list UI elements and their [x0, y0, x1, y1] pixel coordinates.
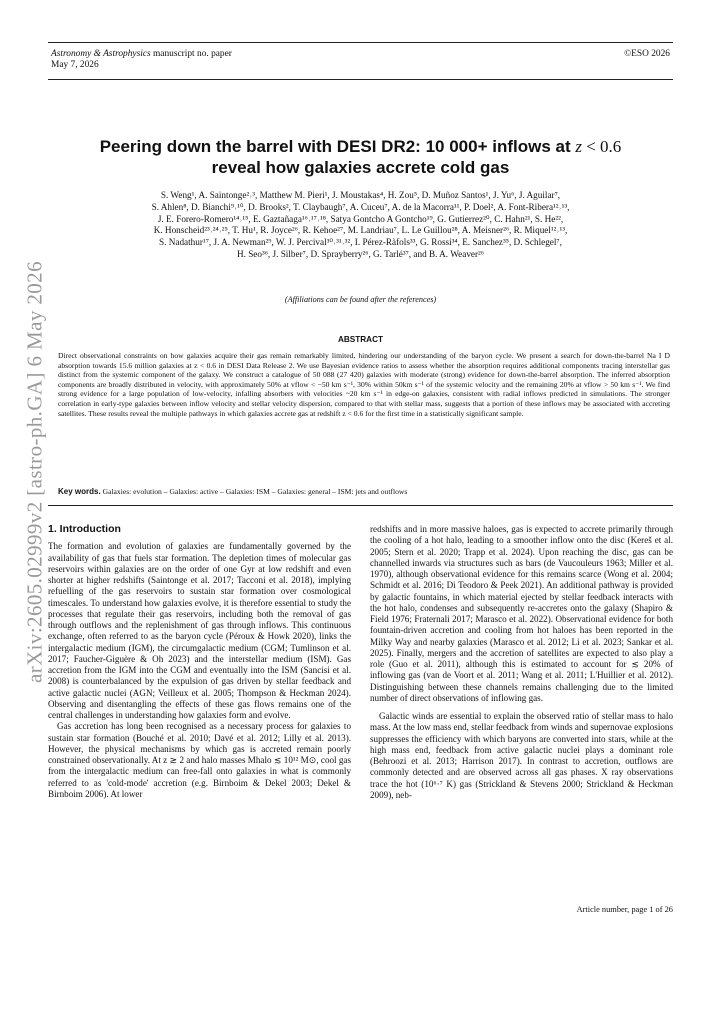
column-right: [370, 524, 673, 801]
author-line: S. Nadathur¹⁷, J. A. Newman²⁹, W. J. Percival³⁰˒³¹˒³², I. Pérez-Ràfols³³, G. Rossi³⁴, E. Sanchez³⁵, D. Schlegel⁷,: [159, 237, 562, 248]
title-math: z: [575, 137, 582, 156]
keywords-list: Galaxies: evolution – Galaxies: active – Galaxies: ISM – Galaxies: general – ISM: jets and outflows: [102, 487, 408, 496]
section-heading: 1. Introduction: [48, 523, 121, 535]
paper-title: [48, 136, 673, 178]
paragraph: Gas accretion has long been recognised as a necessary process for galaxies to sustain star formation (Bouché et al. 2010; Davé et al. 2012; Lilly et al. 2013). However, the physical mechanisms by which gas is accreted remain poorly constrained observationally. At z ≳ 2 and halo masses Mhalo ≲ 10¹² M⊙, cool gas from the intergalactic medium can free-fall onto galaxies in what is commonly referred to as 'cold-mode' accretion (e.g. Birnboim & Dekel 2003; Dekel & Birnboim 2006). At lower: [48, 721, 351, 799]
header-date: May 7, 2026: [51, 60, 99, 70]
header-left: [51, 49, 232, 71]
section-divider: [48, 505, 673, 506]
author-list: [48, 190, 673, 261]
paragraph: The formation and evolution of galaxies are fundamentally governed by the availability of gas that fuels star formation. The depletion times of molecular gas reservoirs within galaxies are on the order of one Gyr at low redshift and even shorter at higher redshifts (Saintonge et al. 2017; Tacconi et al. 2018), implying refuelling of the gas reservoirs to sustain star formation over cosmological timescales. To understand how galaxies evolve, it is therefore essential to study the processes that regulate their gas reservoirs, including both the removal of gas through outflows and the replenishment of gas through inflows. This continuous exchange, often referred to as the baryon cycle (Péroux & Howk 2020), links the intergalactic medium (IGM), the circumgalactic medium (CGM; Tumlinson et al. 2017; Faucher-Giguère & Oh 2023) and the interstellar medium (ISM). Gas accretion from the IGM into the CGM and eventually into the ISM (Sancisi et al. 2008) is counterbalanced by the expulsion of gas driven by stellar feedback and active galactic nuclei (AGN; Veilleux et al. 2005; Thompson & Heckman 2024). Observing and disentangling the effects of these gas flows remains one of the central challenges in understanding how galaxies form and evolve.: [48, 541, 351, 720]
affiliations-note: (Affiliations can be found after the references): [284, 295, 437, 304]
arxiv-stamp: [20, 262, 50, 682]
author-line: S. Weng¹, A. Saintonge²˒³, Matthew M. Pieri¹, J. Moustakas⁴, H. Zou⁵, D. Muñoz Santos¹, J. Yu⁶, J. Aguilar⁷,: [160, 190, 561, 200]
keywords-label: Key words.: [58, 487, 101, 496]
journal-name: Astronomy & Astrophysics: [51, 49, 151, 59]
paragraph: redshifts and in more massive haloes, gas is expected to accrete primarily through the cooling of a hot halo, leading to a smoother inflow onto the disc (Kereš et al. 2005; Stern et al. 2020; Trapp et al. 2024). Upon reaching the disc, gas can be channelled inwards via structures such as bars (de Vaucouleurs 1963; Miller et al. 1970), although observational evidence for this remains scarce (Wong et al. 2004; Schmidt et al. 2016; Di Teodoro & Peek 2021). An additional pathway is provided by galactic fountains, in which material ejected by stellar feedback interacts with the hot halo, condenses and subsequently re-accretes onto the galaxy (Shapiro & Field 1976; Fraternali 2017; Marasco et al. 2022). Observational evidence for both fountain-driven accretion and cooling from hot haloes has been reported in the Milky Way and nearby galaxies (Marasco et al. 2012; Li et al. 2023; Sankar et al. 2025). Finally, mergers and the accretion of satellites are expected to also play a role (Guo et al. 2011), although this is estimated to account for ≲ 20% of inflowing gas (van de Voort et al. 2011; Wang et al. 2011; L'Huillier et al. 2012). Distinguishing between these channels remains challenging due to the limited number of direct observations of inflowing gas.: [370, 524, 673, 703]
title-line2: reveal how galaxies accrete cold gas: [211, 158, 510, 177]
author-line: J. E. Forero-Romero¹⁴˒¹⁵, E. Gaztañaga¹⁶˒¹⁷˒¹⁸, Satya Gontcho A Gontcho¹⁹, G. Gutierrez²⁰, C. Hahn²¹, S. He²²,: [157, 213, 564, 224]
running-header: [48, 42, 673, 80]
keywords: [58, 487, 670, 496]
page-footer: Article number, page 1 of 26: [576, 905, 673, 914]
title-line1: Peering down the barrel with DESI DR2: 10 000+ inflows at: [99, 137, 576, 156]
abstract-text: Direct observational constraints on how galaxies acquire their gas remain remarkably limited, hindering our understanding of the baryon cycle. We present a search for down-the-barrel Na I D absorption towards 15.6 million galaxies at z < 0.6 in DESI Data Release 2. We use Bayesian evidence ratios to assess whether the absorption requires additional components tracing interstellar gas distinct from the systemic component of the galaxy. We construct a catalogue of 50 088 (27 420) galaxies with moderate (strong) evidence for down-the-barrel absorption. The inferred absorption components are broadly distributed in velocity, with approximately 50% at vflow < −50 km s⁻¹, 30% within 50km s⁻¹ of the systemic velocity and the remaining 20% at vflow > 50 km s⁻¹. We find strong evidence for a large population of low-velocity, infalling absorbers with velocities ~20 km s⁻¹ in edge-on galaxies, consistent with radial inflows predicted in simulations. The stronger correlation in early-type galaxies between inflow velocity and stellar velocity dispersion, compared to that with stellar mass, suggests that a portion of these inflows may be associated with accreting satellites. These results reveal the multiple pathways in which galaxies accrete gas at redshift z < 0.6 for the first time in a statistically significant sample.: [58, 351, 670, 418]
author-line: H. Seo³⁶, J. Silber⁷, D. Sprayberry²⁶, G. Tarlé³⁷, and B. A. Weaver²⁶: [236, 248, 485, 259]
column-left: [48, 524, 351, 800]
abstract-heading: ABSTRACT: [337, 335, 384, 344]
copyright: ©ESO 2026: [624, 49, 670, 59]
manuscript-label: manuscript no. paper: [150, 49, 232, 59]
author-line: S. Ahlen⁸, D. Bianchi⁹˒¹⁰, D. Brooks², T. Claybaugh⁷, A. Cuceu⁷, A. de la Macorra¹¹, P. Doel², A. Font-Ribera¹²˒¹³,: [151, 201, 570, 212]
author-line: K. Honscheid²³˒²⁴˒²⁵, T. Hu¹, R. Joyce²⁶, R. Kehoe²⁷, M. Landriau⁷, L. Le Guillou²⁸, A. Meisner²⁶, R. Miquel¹²˒¹³,: [153, 225, 568, 236]
title-math2: < 0.6: [581, 137, 622, 156]
paragraph: Galactic winds are essential to explain the observed ratio of stellar mass to halo mass. At the low mass end, stellar feedback from winds and supernovae explosions suppresses the efficiency with which baryons are converted into stars, while at the high mass end, feedback from active galactic nuclei plays a dominant role (Behroozi et al. 2013; Harrison 2017). In contrast to accretion, outflows are commonly detected and are observed across all gas phases. X ray observations trace the hot (10⁶·⁷ K) gas (Strickland & Stevens 2000; Strickland & Heckman 2009), neb-: [370, 711, 673, 800]
arxiv-id: arXiv:2605.02999v2 [astro-ph.GA] 6 May 2026: [22, 261, 47, 683]
